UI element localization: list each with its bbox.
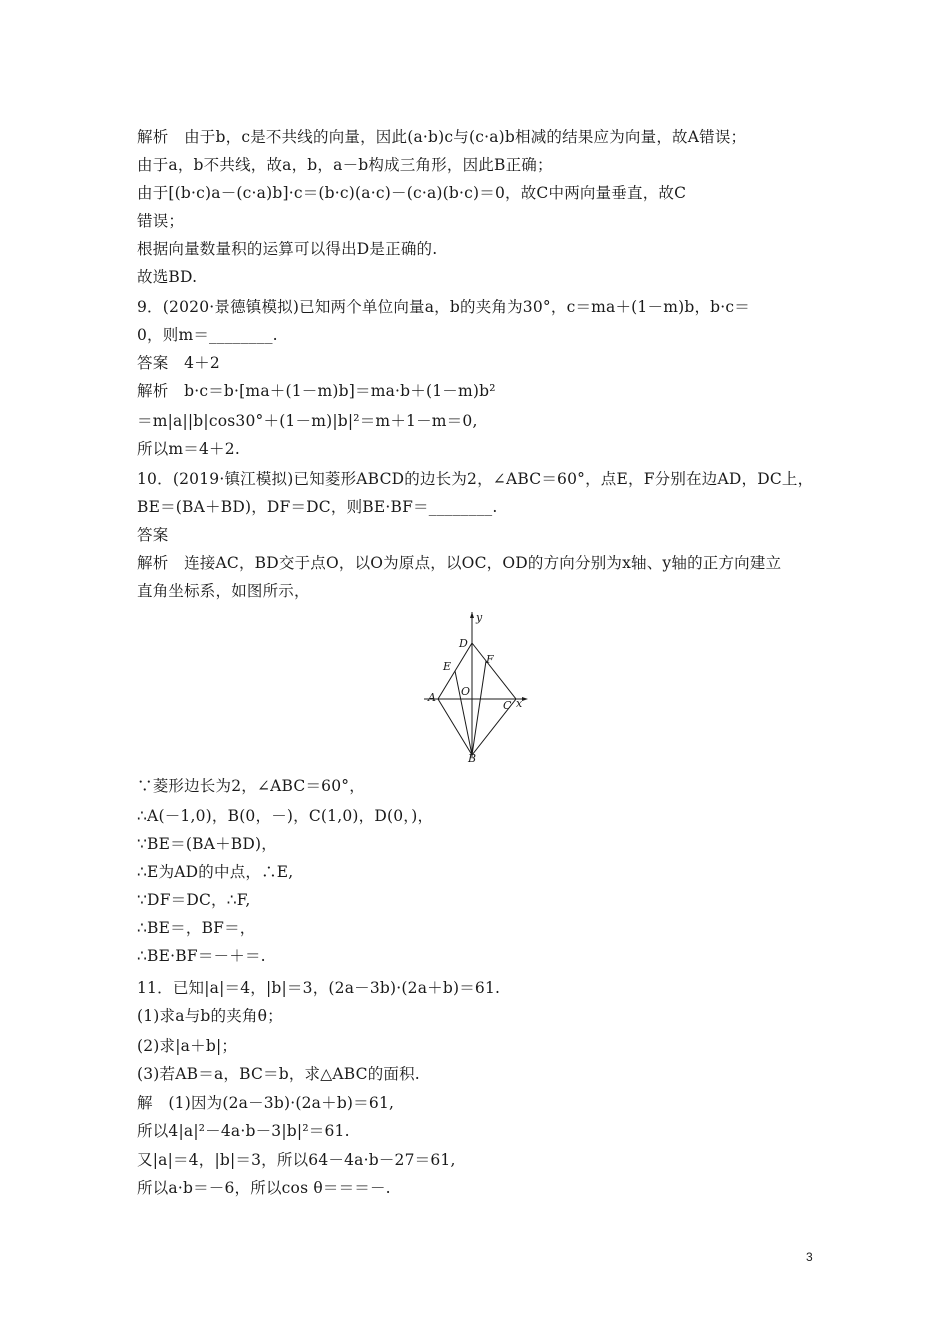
question-11: 11．已知|a|＝4，|b|＝3，(2a－3b)·(2a＋b)＝61. [137,979,501,997]
text-line: (3)若AB＝a，BC＝b，求△ABC的面积. [137,1065,420,1083]
point-a-label: A [428,691,436,704]
text-line: (1)求a与b的夹角θ； [137,1007,283,1025]
text-line: 解析 b·c＝b·[ma＋(1－m)b]＝ma·b＋(1－m)b² [137,382,496,400]
text-line: ∴BE＝，BF＝， [137,919,256,937]
text-line: 所以m＝4＋2. [137,440,240,458]
text-line: ∵菱形边长为2，∠ABC＝60°， [137,777,365,795]
text-line: ∴BE·BF＝－＋＝. [137,947,266,965]
question-9: 9．(2020·景德镇模拟)已知两个单位向量a，b的夹角为30°，c＝ma＋(1－m)b，b·c＝ [137,298,750,316]
text-line: 直角坐标系，如图所示， [137,582,310,600]
text-line: ＝m|a||b|cos30°＋(1－m)|b|²＝m＋1－m＝0, [137,412,478,430]
text-line: 错误； [137,212,185,230]
answer-line: 答案 [137,526,169,544]
text-line: 所以4|a|²－4a·b－3|b|²＝61. [137,1122,350,1140]
text-line: 根据向量数量积的运算可以得出D是正确的. [137,240,438,258]
text-line: 由于a，b不共线，故a，b，a－b构成三角形，因此B正确； [137,156,553,174]
rhombus-figure [420,610,532,765]
point-c-label: C [503,699,512,712]
text-line: 0，则m＝________. [137,326,278,344]
text-line: ∵DF＝DC，∴F, [137,891,251,909]
text-line: BE＝(BA＋BD)，DF＝DC，则BE·BF＝________. [137,498,498,516]
point-b-label: B [468,752,477,765]
point-f-label: F [486,653,494,666]
text-line: ∴A(－1,0)，B(0，－)，C(1,0)，D(0，)， [137,807,434,825]
text-line: 解析 连接AC，BD交于点O，以O为原点，以OC，OD的方向分别为x轴、y轴的正方向建立 [137,554,782,572]
question-10: 10．(2019·镇江模拟)已知菱形ABCD的边长为2，∠ABC＝60°，点E，F分别在边AD，DC上， [137,470,814,488]
point-d-label: D [459,637,468,650]
solution-line: 解 (1)因为(2a－3b)·(2a＋b)＝61, [137,1094,395,1112]
text-line: 解析 由于b，c是不共线的向量，因此(a·b)c与(c·a)b相减的结果应为向量，故A错误； [137,128,747,146]
point-e-label: E [443,660,452,673]
text-line: 又|a|＝4，|b|＝3，所以64－4a·b－27＝61, [137,1151,456,1169]
y-axis-label: y [476,611,483,624]
text-line: ∵BE＝(BA＋BD)， [137,835,277,853]
text-line: ∴E为AD的中点，∴E, [137,863,294,881]
text-line: 由于[(b·c)a－(c·a)b]·c＝(b·c)(a·c)－(c·a)(b·c)＝0，故C中两向量垂直，故C [137,184,687,202]
x-axis-label: x [516,697,523,710]
text-line: 故选BD. [137,268,198,286]
page-number: 3 [806,1250,813,1264]
text-line: 所以a·b＝－6，所以cos θ＝＝＝－. [137,1179,391,1197]
point-o-label: O [461,685,471,698]
answer-line: 答案 4＋2 [137,354,220,372]
text-line: (2)求|a＋b|； [137,1037,238,1055]
